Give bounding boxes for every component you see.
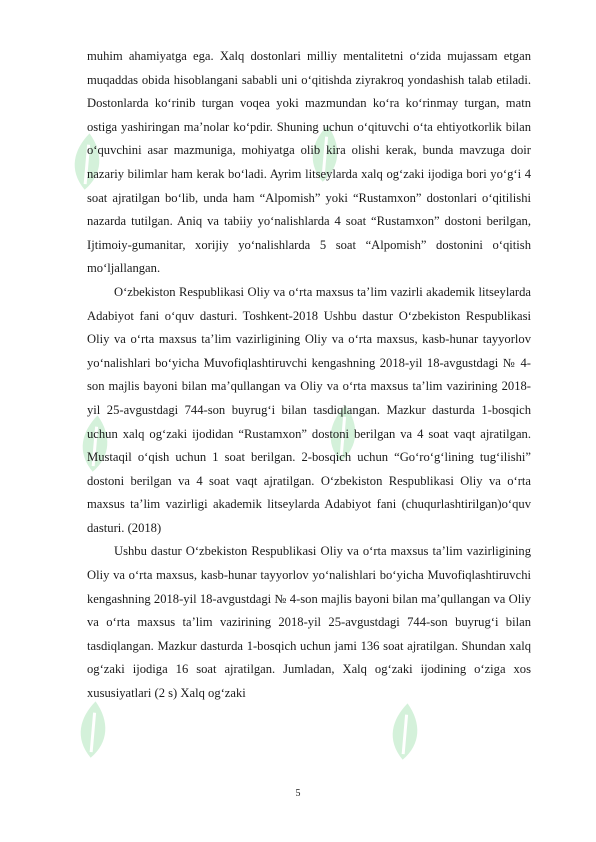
page-number: 5 bbox=[295, 788, 301, 799]
paragraph-2: O‘zbekiston Respublikasi Oliy va o‘rta maxsus ta’lim vazirli akademik litseylarda Adabiyot fani o‘quv dasturi. Toshkent-2018 Ushbu dastur O‘zbekiston Respublikasi Oliy va o‘rta maxsus ta’lim vazirligining Oliy va o‘rta maxsus, kasb-hunar tayyorlov yo‘nalishlari bo‘yicha Muvofiqlashtiruvchi kengashning 2018-yil 18-avgustdagi № 4-son majlis bayoni bilan ma’qullangan va Oliy va o‘rta maxsus ta’lim vazirining 2018-yil 25-avgustdagi 744-son buyrug‘i bilan tasdiqlangan. Mazkur dasturda 1-bosqich uchun xalq og‘zaki ijodidan “Rustamxon” dostoni berilgan va 4 soat vaqt ajratilgan. Mustaqil o‘qish uchun 1 soat berilgan. 2-bosqich uchun “Go‘ro‘g‘lining tug‘ilishi” dostoni berilgan va 4 soat vaqt ajratilgan. O‘zbekiston Respublikasi Oliy va o‘rta maxsus ta’lim vazirligi akademik litseylarda Adabiyot fani (chuqurlashtirilgan)o‘quv dasturi. (2018) bbox=[87, 284, 531, 535]
watermark-logo-icon bbox=[370, 698, 440, 768]
document-body bbox=[87, 45, 531, 706]
paragraph-3: Ushbu dastur O‘zbekiston Respublikasi Oliy va o‘rta maxsus ta’lim vazirligining Oliy va o‘rta maxsus, kasb-hunar tayyorlov yo‘nalishlari bo‘yicha Muvofiqlashtiruvchi kengashning 2018-yil 18-avgustdagi № 4-son majlis bayoni bilan ma’qullangan va Oliy va o‘rta maxsus ta’lim vazirining 2018-yil 25-avgustdagi 744-son buyrug‘i bilan tasdiqlangan. Mazkur dasturda 1-bosqich uchun jami 136 soat ajratilgan. Shundan xalq og‘zaki ijodiga 16 soat ajratilgan. Jumladan, Xalq og‘zaki ijodining o‘ziga xos xususiyatlari (2 s) Xalq og‘zaki bbox=[87, 544, 531, 701]
watermark-logo-icon bbox=[58, 696, 128, 766]
paragraph-1: muhim ahamiyatga ega. Xalq dostonlari milliy mentalitetni o‘zida mujassam etgan muqaddas obida hisoblangani sababli uni o‘qitishda ziyrakroq yondashish talab etiladi. Dostonlarda ko‘rinib turgan voqea yoki mazmundan ko‘ra ko‘rinmay turgan, matn ostiga yashiringan ma’nolar ko‘pdir. Shuning uchun o‘qituvchi o‘ta ehtiyotkorlik bilan o‘quvchini asar mazmuniga, mohiyatga olib kira olishi kerak, bunda mavzuga doir nazariy bilimlar ham kerak bo‘ladi. Ayrim litseylarda xalq og‘zaki ijodiga bori yo‘g‘i 4 soat ajratilgan bo‘lib, unda ham “Alpomish” yoki “Rustamxon” dostonlari o‘qitilishi nazarda tutilgan. Aniq va tabiiy yo‘nalishlarda 4 soat “Rustamxon” dostoni berilgan, Ijtimoiy-gumanitar, xorijiy yo‘nalishlarda 5 soat “Alpomish” dostonini o‘qitish mo‘ljallangan. bbox=[87, 49, 531, 276]
